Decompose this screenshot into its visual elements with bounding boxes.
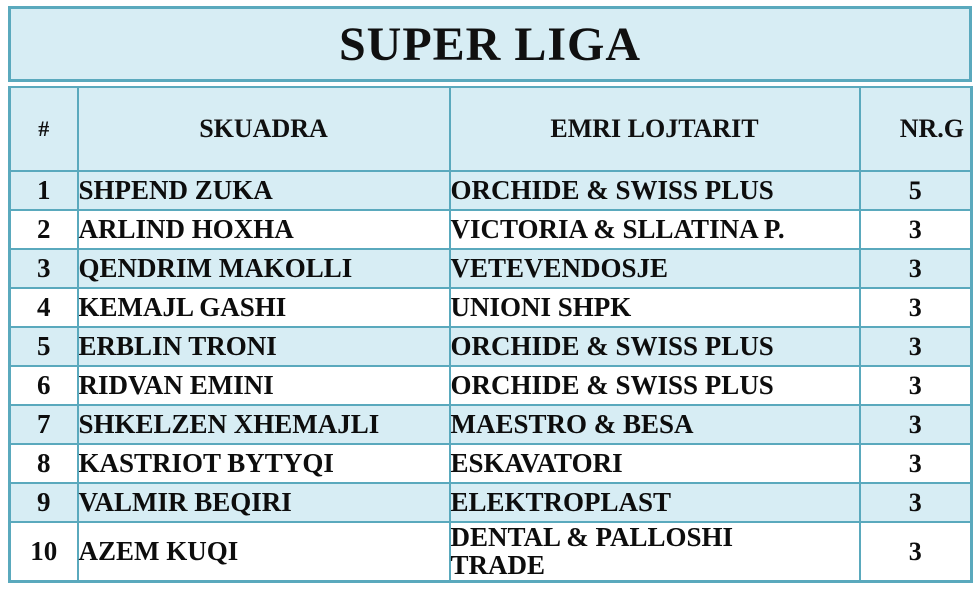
column-header-rank: # (10, 87, 78, 171)
cell-rank: 10 (10, 522, 78, 581)
cell-rank: 7 (10, 405, 78, 444)
table-row (10, 405, 972, 444)
cell-rank: 4 (10, 288, 78, 327)
title-banner (8, 6, 972, 82)
cell-team: ERBLIN TRONI (78, 327, 450, 366)
top-scorers-table (8, 86, 973, 583)
cell-goals: 3 (860, 210, 972, 249)
cell-team: ARLIND HOXHA (78, 210, 450, 249)
cell-player-line-1: DENTAL & PALLOSHI (450, 522, 734, 552)
column-header-team: SKUADRA (78, 87, 450, 171)
cell-player (450, 522, 860, 581)
page-title: SUPER LIGA (338, 17, 642, 71)
cell-player: ESKAVATORI (450, 444, 860, 483)
cell-goals: 3 (860, 483, 972, 522)
cell-team: SHPEND ZUKA (78, 171, 450, 210)
table-row (10, 327, 972, 366)
cell-team: SHKELZEN XHEMAJLI (78, 405, 450, 444)
cell-rank: 6 (10, 366, 78, 405)
cell-player: ORCHIDE & SWISS PLUS (450, 171, 860, 210)
cell-goals: 3 (860, 249, 972, 288)
cell-team: QENDRIM MAKOLLI (78, 249, 450, 288)
table-row (10, 171, 972, 210)
cell-rank: 5 (10, 327, 78, 366)
cell-rank: 2 (10, 210, 78, 249)
table-row (10, 522, 972, 581)
cell-player-line-2: TRADE (450, 550, 546, 581)
table-header-row (10, 87, 972, 171)
cell-rank: 1 (10, 171, 78, 210)
table-header (10, 87, 972, 171)
cell-rank: 8 (10, 444, 78, 483)
column-header-player: EMRI LOJTARIT (450, 87, 860, 171)
cell-player: MAESTRO & BESA (450, 405, 860, 444)
column-header-goals: NR.G (860, 87, 972, 171)
cell-player: UNIONI SHPK (450, 288, 860, 327)
cell-rank: 9 (10, 483, 78, 522)
cell-player: VETEVENDOSJE (450, 249, 860, 288)
cell-goals: 3 (860, 444, 972, 483)
table-row (10, 288, 972, 327)
cell-player: ORCHIDE & SWISS PLUS (450, 366, 860, 405)
cell-goals: 3 (860, 405, 972, 444)
table-body (10, 171, 972, 581)
cell-team: VALMIR BEQIRI (78, 483, 450, 522)
table-row (10, 444, 972, 483)
cell-player: VICTORIA & SLLATINA P. (450, 210, 860, 249)
cell-rank: 3 (10, 249, 78, 288)
cell-goals: 3 (860, 522, 972, 581)
cell-goals: 3 (860, 366, 972, 405)
cell-team: AZEM KUQI (78, 522, 450, 581)
table-row (10, 249, 972, 288)
cell-goals: 3 (860, 327, 972, 366)
cell-team: KASTRIOT BYTYQI (78, 444, 450, 483)
cell-player: ELEKTROPLAST (450, 483, 860, 522)
cell-goals: 5 (860, 171, 972, 210)
cell-team: KEMAJL GASHI (78, 288, 450, 327)
cell-goals: 3 (860, 288, 972, 327)
table-row (10, 366, 972, 405)
table-row (10, 210, 972, 249)
cell-team: RIDVAN EMINI (78, 366, 450, 405)
table-row (10, 483, 972, 522)
cell-player: ORCHIDE & SWISS PLUS (450, 327, 860, 366)
